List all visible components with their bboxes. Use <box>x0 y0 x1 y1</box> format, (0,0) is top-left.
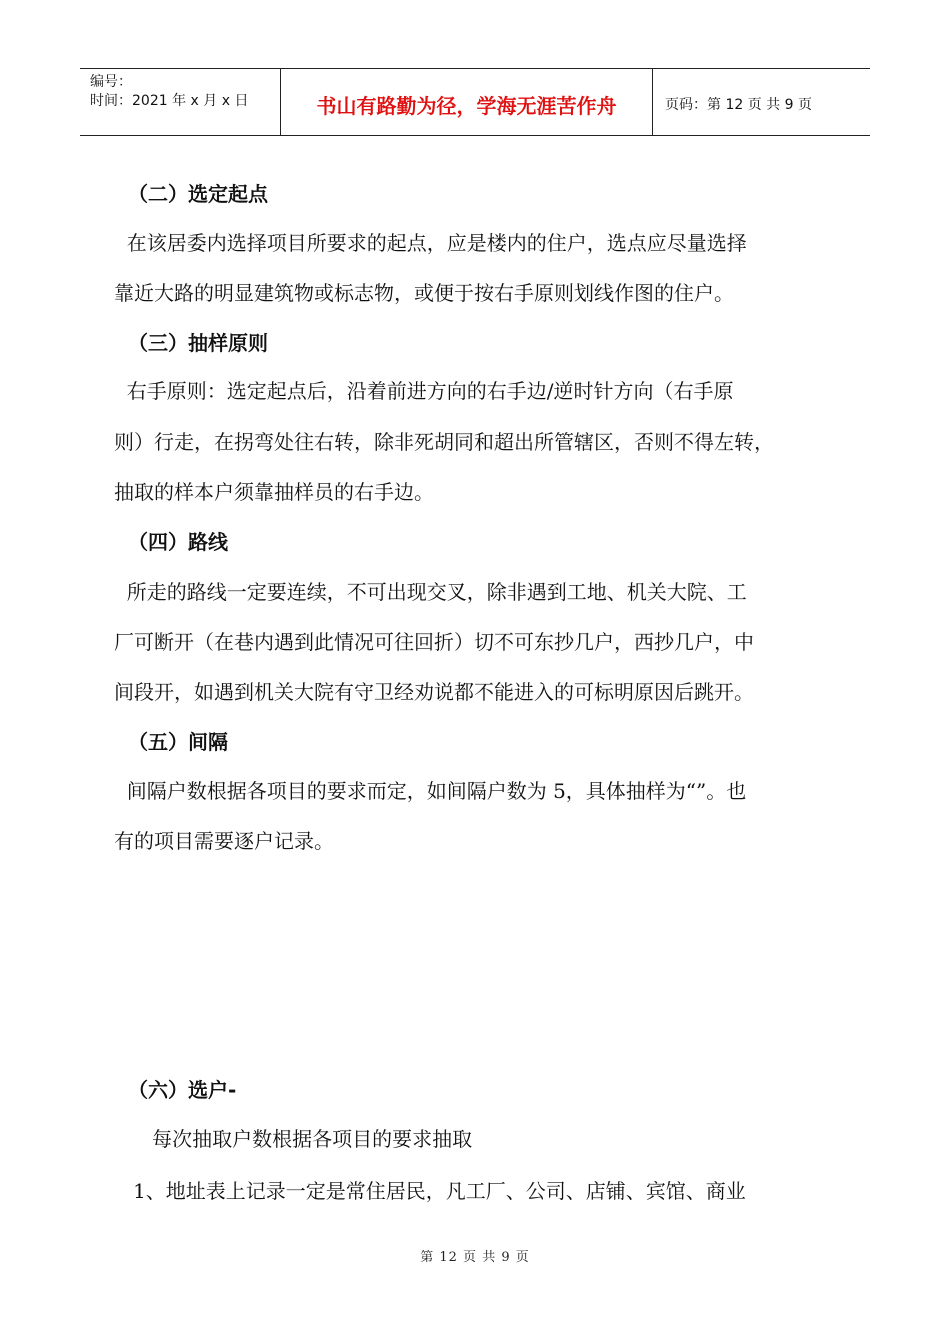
paragraph-line: 1、地址表上记录一定是常住居民，凡工厂、公司、店铺、宾馆、商业 <box>114 1179 746 1203</box>
header-motto-cell <box>281 69 653 135</box>
paragraph-line: 间隔户数根据各项目的要求而定，如间隔户数为 5，具体抽样为“”。也 <box>114 779 747 803</box>
paragraph-line: 在该居委内选择项目所要求的起点，应是楼内的住户，选点应尽量选择 <box>114 231 747 255</box>
paragraph-line: 间段开，如遇到机关大院有守卫经劝说都不能进入的可标明原因后跳开。 <box>114 680 754 704</box>
paragraph-line: 则）行走，在拐弯处往右转，除非死胡同和超出所管辖区，否则不得左转， <box>114 430 774 454</box>
section-heading: （四）路线 <box>128 530 228 554</box>
header-motto: 书山有路勤为径，学海无涯苦作舟 <box>316 93 617 118</box>
paragraph-line: 右手原则：选定起点后，沿着前进方向的右手边/逆时针方向（右手原 <box>114 379 734 403</box>
page-header <box>80 68 870 136</box>
header-time-label: 时间：2021 年 x 月 x 日 <box>90 93 249 109</box>
paragraph-line: 有的项目需要逐户记录。 <box>114 829 334 853</box>
section-heading: （五）间隔 <box>128 730 228 754</box>
header-page-info: 页码：第 12 页 共 9 页 <box>665 97 812 113</box>
paragraph-line: 靠近大路的明显建筑物或标志物，或便于按右手原则划线作图的住户。 <box>114 281 734 305</box>
header-number-label: 编号： <box>90 74 132 90</box>
section-heading: （三）抽样原则 <box>128 331 268 355</box>
paragraph-line: 抽取的样本户须靠抽样员的右手边。 <box>114 480 434 504</box>
section-heading: （六）选户- <box>128 1078 237 1102</box>
header-page-cell <box>653 69 870 135</box>
paragraph-line: 所走的路线一定要连续，不可出现交叉，除非遇到工地、机关大院、工 <box>114 580 747 604</box>
header-meta-cell <box>80 69 281 135</box>
paragraph-line: 每次抽取户数根据各项目的要求抽取 <box>114 1127 473 1151</box>
page-footer: 第 12 页 共 9 页 <box>420 1250 530 1265</box>
paragraph-line: 厂可断开（在巷内遇到此情况可往回折）切不可东抄几户，西抄几户，中 <box>114 630 754 654</box>
section-heading: （二）选定起点 <box>128 182 268 206</box>
